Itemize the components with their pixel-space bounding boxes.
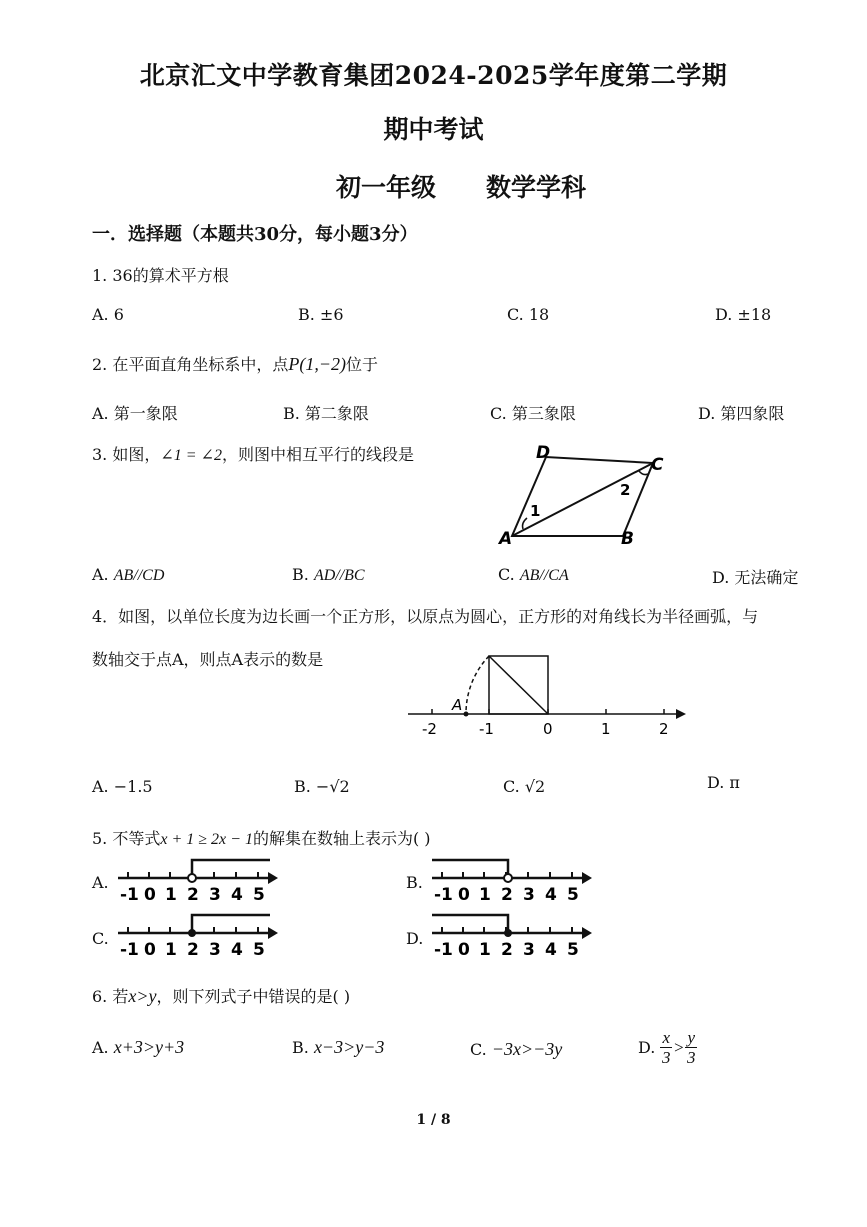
q1-stem: 1. 36的算术平方根 — [92, 266, 229, 285]
q6-stem — [92, 984, 350, 1007]
q2-point: P(1,−2) — [288, 354, 346, 374]
q1-option-b: B. ±6 — [298, 305, 344, 324]
q3-diagonal-ac — [512, 463, 653, 536]
svg-text:-1: -1 — [120, 885, 139, 905]
svg-text:3: 3 — [523, 885, 535, 905]
q1-option-c: C. 18 — [507, 305, 550, 324]
q2-option-a: A. 第一象限 — [92, 404, 178, 423]
q3-condition: ∠1 = ∠2 — [160, 447, 222, 464]
exam-subtitle: 期中考试 — [383, 115, 484, 144]
svg-text:-1: -1 — [434, 940, 453, 960]
q5-option-a-number-line — [114, 856, 282, 906]
q4-tick-label-2: 2 — [659, 720, 669, 738]
svg-text:2: 2 — [187, 940, 199, 960]
q6-option-c — [470, 1039, 562, 1060]
q6-stem-pre: 6. 若 — [92, 987, 129, 1006]
svg-text:5: 5 — [253, 885, 265, 905]
svg-text:-1: -1 — [120, 940, 139, 960]
q6-option-b-letter: B. — [292, 1038, 314, 1057]
subject-label: 数学学科 — [486, 173, 587, 202]
svg-text:4: 4 — [231, 940, 243, 960]
q4-dashed-arc — [466, 656, 489, 714]
svg-text:0: 0 — [458, 885, 470, 905]
svg-text:1: 1 — [479, 940, 491, 960]
svg-text:3: 3 — [209, 885, 221, 905]
q3-label-d: D — [536, 443, 551, 463]
q4-tick-label-0: 0 — [543, 720, 553, 738]
q5-option-d-letter: D. — [406, 929, 424, 948]
q5-option-b-letter: B. — [406, 873, 423, 892]
q3-option-b-text: AD//BC — [313, 567, 365, 584]
svg-text:-1: -1 — [434, 885, 453, 905]
q3-option-c-text: AB//CA — [519, 567, 569, 584]
q6-option-d-letter: D. — [638, 1038, 661, 1057]
q3-option-c-letter: C. — [498, 565, 520, 584]
q2-option-c: C. 第三象限 — [490, 404, 576, 423]
q3-option-d: D. 无法确定 — [712, 568, 799, 587]
section-title: 一．选择题（本题共30分，每小题3分） — [92, 224, 418, 245]
q3-angle-2-label: 2 — [620, 481, 631, 499]
svg-text:4: 4 — [231, 885, 243, 905]
q4-option-b: B. −√2 — [294, 777, 350, 796]
q4-option-c: C. √2 — [503, 777, 546, 796]
q5-option-d-number-line — [428, 911, 596, 961]
q5-stem-pre: 5. 不等式 — [92, 829, 161, 848]
q5-option-c-letter: C. — [92, 929, 109, 948]
q3-option-c — [498, 565, 569, 585]
q6-stem-post: ，则下列式子中错误的是( ) — [156, 987, 351, 1006]
q6-option-d-operator: > — [672, 1037, 685, 1057]
q6-option-d-fraction-left: $\frac{x}{3}$ — [661, 1028, 671, 1067]
svg-text:0: 0 — [458, 940, 470, 960]
q3-label-b: B — [621, 529, 634, 549]
q5-option-a-letter: A. — [92, 873, 109, 892]
q4-tick-label-1: 1 — [601, 720, 611, 738]
q2-option-d: D. 第四象限 — [698, 404, 785, 423]
q2-stem-pre: 2. 在平面直角坐标系中，点 — [92, 355, 289, 374]
svg-text:5: 5 — [567, 885, 579, 905]
q4-option-d: D. π — [707, 773, 740, 792]
q5-option-b-number-line — [428, 856, 596, 906]
svg-text:1: 1 — [165, 940, 177, 960]
svg-text:5: 5 — [567, 940, 579, 960]
q3-label-a: A — [499, 529, 513, 549]
q3-stem-post: ，则图中相互平行的线段是 — [221, 445, 414, 464]
q3-stem — [92, 442, 414, 465]
q6-option-d — [638, 1029, 697, 1066]
q4-tick-label-minus2: -2 — [422, 720, 437, 738]
q1-option-a: A. 6 — [92, 305, 124, 324]
svg-text:4: 4 — [545, 885, 557, 905]
q3-option-a-letter: A. — [92, 565, 114, 584]
q5-option-c-number-line — [114, 911, 282, 961]
svg-text:1: 1 — [165, 885, 177, 905]
q3-stem-pre: 3. 如图， — [92, 445, 161, 464]
q6-option-d-fraction-right: $\frac{y}{3}$ — [686, 1028, 696, 1067]
q6-option-a — [92, 1037, 184, 1058]
q1-option-d: D. ±18 — [715, 305, 772, 324]
page-number: 1 / 8 — [416, 1112, 451, 1128]
q4-number-line-figure — [402, 648, 692, 740]
q6-option-c-text: −3x>−3y — [491, 1039, 563, 1059]
q3-option-b-letter: B. — [292, 565, 314, 584]
q3-angle-2-arc — [639, 471, 648, 475]
q4-stem-line1: 4．如图，以单位长度为边长画一个正方形，以原点为圆心，正方形的对角线长为半径画弧，与 — [92, 607, 759, 626]
q4-option-a: A. −1.5 — [92, 777, 153, 796]
q2-stem — [92, 352, 378, 375]
q3-angle-1-label: 1 — [530, 502, 541, 520]
q2-stem-post: 位于 — [346, 355, 379, 374]
q5-stem-post: 的解集在数轴上表示为( ) — [252, 829, 431, 848]
grade-label: 初一年级 — [336, 173, 437, 202]
q4-point-a-dot — [464, 712, 469, 717]
svg-text:3: 3 — [523, 940, 535, 960]
q6-option-b-text: x−3>y−3 — [313, 1037, 385, 1057]
q2-option-b: B. 第二象限 — [283, 404, 369, 423]
svg-text:2: 2 — [501, 940, 513, 960]
q3-angle-1-arc — [523, 518, 528, 529]
exam-title: 北京汇文中学教育集团2024-2025学年度第二学期 — [139, 61, 728, 90]
q6-option-b — [292, 1037, 384, 1058]
q6-option-a-text: x+3>y+3 — [113, 1037, 185, 1057]
svg-text:2: 2 — [187, 885, 199, 905]
svg-text:2: 2 — [501, 885, 513, 905]
q3-option-b — [292, 565, 365, 585]
q4-square-diagonal — [489, 656, 548, 714]
q4-stem-line2: 数轴交于点A，则点A表示的数是 — [92, 650, 324, 669]
svg-text:4: 4 — [545, 940, 557, 960]
q5-stem — [92, 826, 431, 849]
q5-inequality: x + 1 ≥ 2x − 1 — [160, 831, 253, 848]
q3-option-a — [92, 565, 164, 585]
q6-option-c-letter: C. — [470, 1040, 492, 1059]
q4-tick-label-minus1: -1 — [479, 720, 494, 738]
svg-text:0: 0 — [144, 940, 156, 960]
svg-text:0: 0 — [144, 885, 156, 905]
q6-condition: x>y — [128, 986, 157, 1006]
q3-parallelogram-figure — [490, 438, 680, 550]
svg-text:1: 1 — [479, 885, 491, 905]
q6-option-a-letter: A. — [92, 1038, 114, 1057]
q4-point-a-label: A — [452, 696, 463, 714]
svg-text:5: 5 — [253, 940, 265, 960]
q3-option-a-text: AB//CD — [113, 567, 165, 584]
q3-label-c: C — [651, 455, 664, 475]
svg-text:3: 3 — [209, 940, 221, 960]
q4-axis-arrow — [676, 709, 686, 719]
